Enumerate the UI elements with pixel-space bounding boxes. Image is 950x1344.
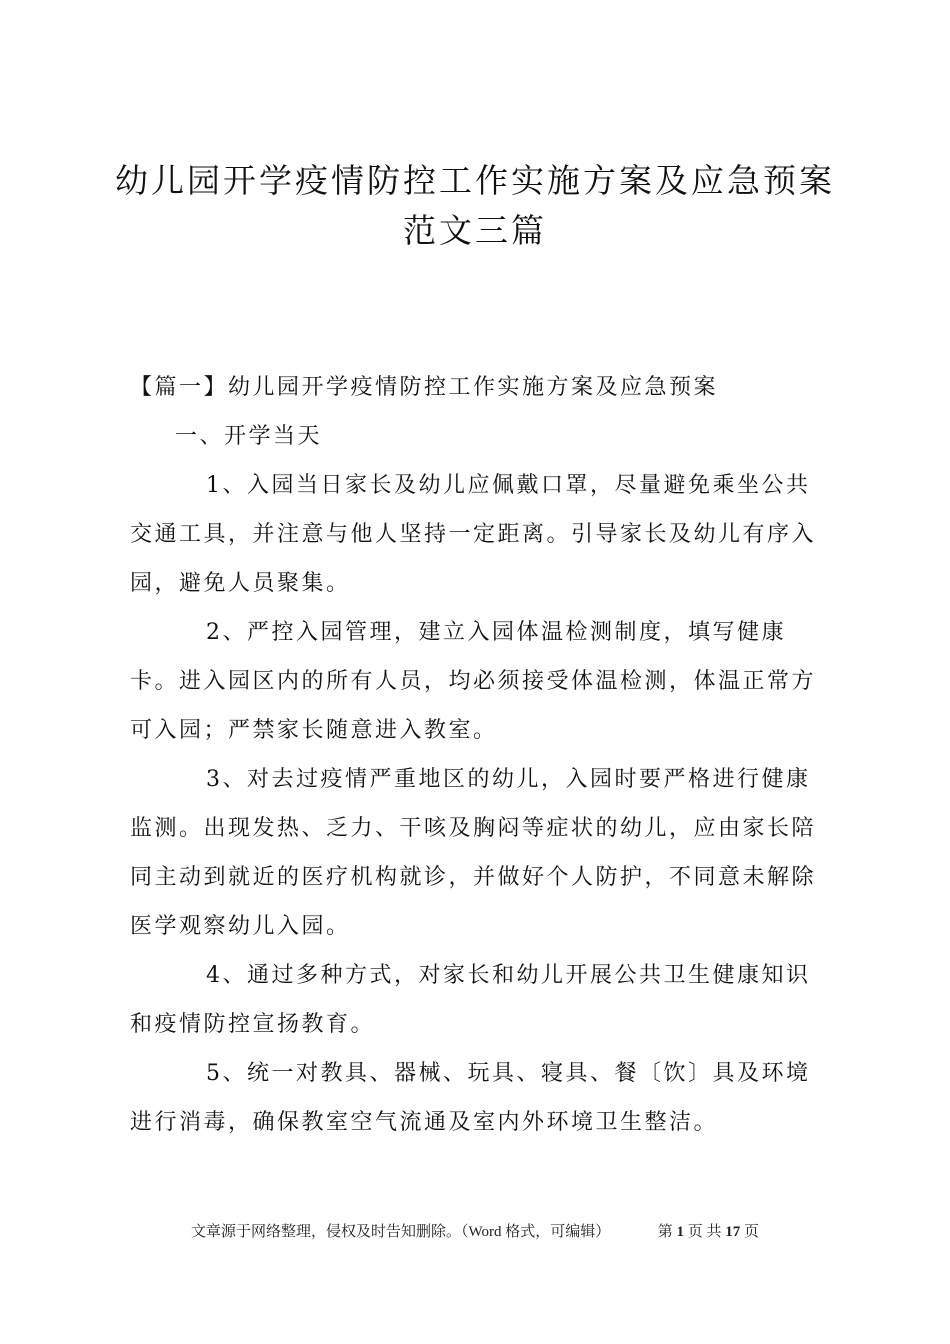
paragraph-3: 3、对去过疫情严重地区的幼儿，入园时要严格进行健康监测。出现发热、乏力、干咳及胸闷等症状的幼儿，应由家长陪同主动到就近的医疗机构就诊，并做好个人防护，不同意未解除医学观察幼儿入园。 — [130, 767, 817, 939]
subheading: 一、开学当天 — [175, 424, 323, 449]
page-total: 17 — [725, 1224, 741, 1240]
page-suffix: 页 — [743, 1224, 759, 1240]
page-number — [658, 1224, 759, 1240]
document-body — [130, 363, 830, 1147]
paragraph-5: 5、统一对教具、器械、玩具、寝具、餐〔饮〕具及环境进行消毒，确保教室空气流通及室内外环境卫生整洁。 — [130, 1061, 811, 1135]
paragraph-1: 1、入园当日家长及幼儿应佩戴口罩，尽量避免乘坐公共交通工具，并注意与他人坚持一定距离。引导家长及幼儿有序入园，避免人员聚集。 — [130, 473, 817, 596]
section-heading: 【篇一】幼儿园开学疫情防控工作实施方案及应急预案 — [130, 375, 719, 400]
page-current: 1 — [676, 1224, 684, 1240]
page-prefix: 第 — [657, 1224, 673, 1240]
document-title-line-1: 幼儿园开学疫情防控工作实施方案及应急预案 — [115, 161, 835, 200]
source-note: 文章源于网络整理，侵权及时告知删除。（Word 格式，可编辑） — [190, 1224, 611, 1240]
paragraph-2: 2、严控入园管理，建立入园体温检测制度，填写健康卡。进入园区内的所有人员，均必须接受体温检测，体温正常方可入园；严禁家长随意进入教室。 — [130, 620, 817, 743]
paragraph-4: 4、通过多种方式，对家长和幼儿开展公共卫生健康知识和疫情防控宣扬教育。 — [130, 963, 811, 1037]
page-middle: 页 共 — [687, 1224, 722, 1240]
page-footer — [0, 1220, 950, 1241]
document-title-line-2: 范文三篇 — [403, 211, 547, 250]
